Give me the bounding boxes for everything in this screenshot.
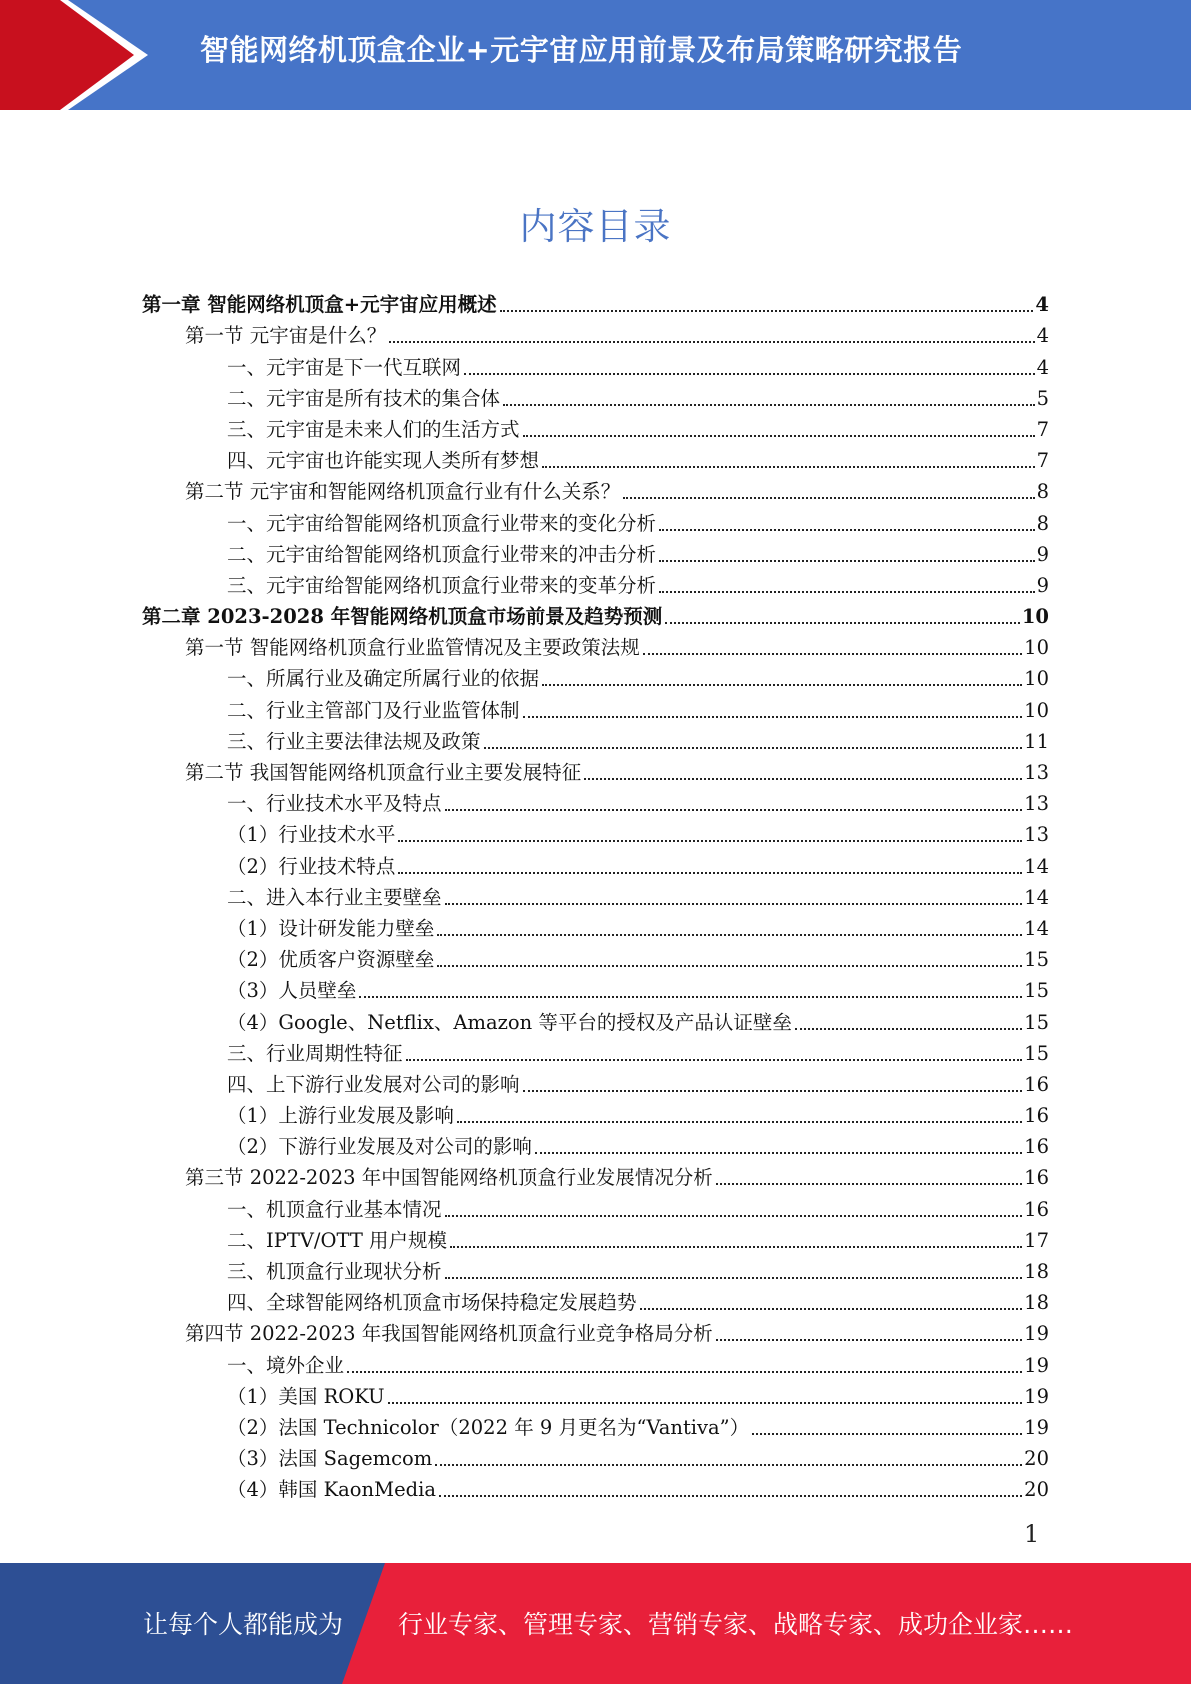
header-red-arrow: [0, 0, 148, 110]
toc-entry-page: 18: [1024, 1260, 1049, 1283]
toc-leader-dots: [484, 747, 1023, 749]
toc-entry-title: 一、境外企业: [227, 1353, 345, 1377]
toc-leader-dots: [450, 1246, 1022, 1248]
toc-leader-dots: [584, 778, 1022, 780]
toc-leader-dots: [398, 872, 1022, 874]
toc-leader-dots: [388, 1402, 1023, 1404]
toc-entry-page: 17: [1024, 1228, 1049, 1252]
toc-entry-page: 10: [1024, 698, 1049, 722]
toc-leader-dots: [535, 1152, 1022, 1154]
toc-entry-title: 四、全球智能网络机顶盒市场保持稳定发展趋势: [227, 1291, 637, 1315]
toc-entry[interactable]: [142, 1471, 1049, 1502]
toc-entry[interactable]: [142, 1190, 1049, 1221]
toc-entry[interactable]: [142, 785, 1049, 816]
toc-leader-dots: [795, 1028, 1022, 1030]
toc-entry[interactable]: [142, 1346, 1049, 1377]
toc-entry-page: 9: [1036, 573, 1049, 597]
toc-entry-page: 14: [1024, 916, 1049, 940]
toc-leader-dots: [437, 965, 1022, 967]
toc-entry[interactable]: [142, 442, 1049, 473]
toc-entry[interactable]: [142, 504, 1049, 535]
toc-leader-dots: [523, 435, 1035, 437]
toc-entry-page: 13: [1024, 761, 1049, 784]
toc-leader-dots: [752, 1433, 1022, 1435]
toc-entry-title: 四、上下游行业发展对公司的影响: [227, 1072, 520, 1096]
toc-entry[interactable]: [142, 972, 1049, 1003]
toc-entry[interactable]: [142, 348, 1049, 379]
toc-entry[interactable]: [142, 411, 1049, 442]
toc-entry[interactable]: [142, 598, 1049, 629]
toc-leader-dots: [406, 1059, 1023, 1061]
toc-entry[interactable]: [142, 1315, 1049, 1346]
toc-entry[interactable]: [142, 567, 1049, 598]
toc-leader-dots: [445, 809, 1023, 811]
toc-leader-dots: [659, 591, 1035, 593]
toc-entry[interactable]: [142, 1378, 1049, 1409]
toc-entry[interactable]: [142, 754, 1049, 785]
toc-leader-dots: [542, 466, 1035, 468]
toc-entry[interactable]: [142, 629, 1049, 660]
toc-entry-title: （1）美国 ROKU: [227, 1384, 385, 1408]
toc-entry-page: 8: [1036, 480, 1049, 504]
toc-leader-dots: [445, 1215, 1023, 1217]
toc-entry-page: 5: [1036, 386, 1049, 410]
toc-entry-title: 一、所属行业及确定所属行业的依据: [227, 667, 540, 691]
toc-entry[interactable]: [142, 317, 1049, 348]
toc-entry-title: 第三节 2022-2023 年中国智能网络机顶盒行业发展情况分析: [185, 1166, 713, 1190]
toc-entry[interactable]: [142, 910, 1049, 941]
toc-leader-dots: [435, 1464, 1022, 1466]
toc-entry[interactable]: [142, 1284, 1049, 1315]
toc-leader-dots: [359, 996, 1022, 998]
toc-leader-dots: [623, 497, 1034, 499]
toc-leader-dots: [437, 934, 1022, 936]
toc-entry-page: 15: [1024, 1010, 1049, 1034]
toc-entry-page: 7: [1036, 449, 1049, 473]
toc-leader-dots: [716, 1183, 1022, 1185]
toc-entry[interactable]: [142, 941, 1049, 972]
toc-entry-title: 一、元宇宙给智能网络机顶盒行业带来的变化分析: [227, 511, 657, 535]
toc-entry[interactable]: [142, 1128, 1049, 1159]
toc-entry[interactable]: [142, 473, 1049, 504]
toc-leader-dots: [439, 1495, 1022, 1497]
toc-entry-title: （3）法国 Sagemcom: [227, 1447, 433, 1471]
toc-entry-page: 19: [1024, 1384, 1049, 1408]
toc-entry[interactable]: [142, 380, 1049, 411]
toc-entry-title: 第四节 2022-2023 年我国智能网络机顶盒行业竞争格局分析: [185, 1322, 713, 1346]
toc-leader-dots: [716, 1339, 1022, 1341]
header-band: [0, 0, 1191, 110]
toc-entry-title: （3）人员壁垒: [227, 979, 357, 1003]
toc-entry-title: （4）韩国 KaonMedia: [227, 1478, 436, 1502]
toc-entry-title: 四、元宇宙也许能实现人类所有梦想: [227, 449, 540, 473]
toc-entry-page: 8: [1036, 511, 1049, 535]
toc-leader-dots: [445, 903, 1023, 905]
toc-entry[interactable]: [142, 660, 1049, 691]
toc-entry-title: 第二章 2023-2028 年智能网络机顶盒市场前景及趋势预测: [142, 605, 663, 629]
report-title: 智能网络机顶盒企业+元宇宙应用前景及布局策略研究报告: [200, 33, 963, 67]
toc-entry-page: 10: [1024, 667, 1049, 691]
toc-entry-page: 18: [1024, 1291, 1049, 1315]
toc-entry-title: （1）设计研发能力壁垒: [227, 916, 435, 940]
footer-slogan-left: 让每个人都能成为: [143, 1610, 344, 1639]
toc-entry-page: 19: [1024, 1322, 1049, 1346]
toc-entry-title: 二、IPTV/OTT 用户规模: [227, 1228, 448, 1252]
toc-entry[interactable]: [142, 1222, 1049, 1253]
toc-entry-page: 19: [1024, 1353, 1049, 1377]
toc-entry-title: 二、元宇宙是所有技术的集合体: [227, 386, 501, 410]
toc-entry[interactable]: [142, 1253, 1049, 1284]
toc-entry-page: 10: [1021, 605, 1049, 629]
toc-entry-title: （4）Google、Netflix、Amazon 等平台的授权及产品认证壁垒: [227, 1010, 792, 1034]
toc-leader-dots: [464, 373, 1035, 375]
toc-entry-title: （1）行业技术水平: [227, 823, 396, 847]
toc-entry-title: 第一节 智能网络机顶盒行业监管情况及主要政策法规: [185, 636, 640, 660]
toc-entry-page: 15: [1024, 1041, 1049, 1065]
toc-entry[interactable]: [142, 1066, 1049, 1097]
toc-entry-title: 三、行业周期性特征: [227, 1041, 403, 1065]
toc-entry-page: 20: [1024, 1447, 1049, 1471]
toc-entry-page: 15: [1024, 948, 1049, 972]
toc-entry-page: 14: [1024, 885, 1049, 909]
toc-entry-page: 16: [1024, 1072, 1049, 1096]
toc-entry-title: （2）行业技术特点: [227, 854, 396, 878]
toc-entry-title: 二、行业主管部门及行业监管体制: [227, 698, 520, 722]
toc-entry[interactable]: [142, 847, 1049, 878]
toc-entry-title: 第二节 我国智能网络机顶盒行业主要发展特征: [185, 761, 582, 784]
toc-entry[interactable]: [142, 1440, 1049, 1471]
toc-entry[interactable]: [142, 816, 1049, 847]
toc-entry-title: 一、元宇宙是下一代互联网: [227, 355, 462, 379]
toc-entry-title: 三、元宇宙是未来人们的生活方式: [227, 417, 520, 441]
toc-entry-page: 19: [1024, 1415, 1049, 1439]
toc-entry-title: 第二节 元宇宙和智能网络机顶盒行业有什么关系？: [185, 480, 621, 504]
toc-leader-dots: [457, 1121, 1022, 1123]
toc-entry[interactable]: [142, 691, 1049, 722]
toc-leader-dots: [659, 529, 1035, 531]
toc-entry-page: 13: [1024, 823, 1049, 847]
toc-entry-page: 14: [1024, 854, 1049, 878]
toc-entry-title: （2）下游行业发展及对公司的影响: [227, 1135, 532, 1159]
toc-entry-title: 三、机顶盒行业现状分析: [227, 1260, 442, 1283]
toc-entry[interactable]: [142, 879, 1049, 910]
toc-heading: 内容目录: [519, 205, 672, 248]
toc-entry[interactable]: [142, 1035, 1049, 1066]
toc-leader-dots: [659, 560, 1035, 562]
toc-entry-page: 16: [1024, 1104, 1049, 1128]
toc-entry-title: 一、行业技术水平及特点: [227, 792, 442, 816]
toc-leader-dots: [389, 341, 1034, 343]
toc-leader-dots: [640, 1308, 1023, 1310]
toc-entry-page: 7: [1036, 417, 1049, 441]
toc-entry-title: 第一节 元宇宙是什么？: [185, 324, 387, 348]
toc-entry-title: （2）优质客户资源壁垒: [227, 948, 435, 972]
toc-entry-title: （2）法国 Technicolor（2022 年 9 月更名为“Vantiva”）: [227, 1415, 750, 1439]
toc-entry-page: 4: [1036, 355, 1049, 379]
toc-entry-page: 16: [1024, 1135, 1049, 1159]
toc-entry-title: 第一章 智能网络机顶盒+元宇宙应用概述: [142, 293, 497, 317]
toc-entry-title: 三、行业主要法律法规及政策: [227, 729, 481, 753]
toc-entry-page: 16: [1024, 1197, 1049, 1221]
toc-entry[interactable]: [142, 723, 1049, 754]
toc-entry-title: 二、进入本行业主要壁垒: [227, 885, 442, 909]
toc-leader-dots: [542, 684, 1022, 686]
toc-entry-page: 11: [1024, 729, 1049, 753]
toc-entry[interactable]: [142, 1159, 1049, 1190]
toc-entry-page: 9: [1036, 542, 1049, 566]
toc-leader-dots: [398, 840, 1022, 842]
toc-entry-page: 15: [1024, 979, 1049, 1003]
toc-entry-title: （1）上游行业发展及影响: [227, 1104, 454, 1128]
toc-entry[interactable]: [142, 1003, 1049, 1034]
page-number: 1: [1024, 1520, 1040, 1548]
toc-leader-dots: [445, 1277, 1023, 1279]
toc-entry-page: 10: [1024, 636, 1049, 660]
toc-entry[interactable]: [142, 286, 1049, 317]
table-of-contents: [142, 286, 1049, 1502]
toc-entry-page: 20: [1024, 1478, 1049, 1502]
toc-leader-dots: [523, 1090, 1023, 1092]
toc-leader-dots: [347, 1371, 1022, 1373]
toc-entry-page: 13: [1024, 792, 1049, 816]
toc-entry[interactable]: [142, 536, 1049, 567]
toc-leader-dots: [503, 404, 1035, 406]
toc-entry[interactable]: [142, 1409, 1049, 1440]
toc-entry[interactable]: [142, 1097, 1049, 1128]
toc-leader-dots: [643, 653, 1022, 655]
toc-entry-page: 4: [1035, 293, 1049, 317]
toc-leader-dots: [500, 310, 1034, 312]
toc-entry-page: 16: [1024, 1166, 1049, 1190]
toc-entry-title: 一、机顶盒行业基本情况: [227, 1197, 442, 1221]
toc-entry-title: 三、元宇宙给智能网络机顶盒行业带来的变革分析: [227, 573, 657, 597]
toc-entry-page: 4: [1036, 324, 1049, 348]
toc-entry-title: 二、元宇宙给智能网络机顶盒行业带来的冲击分析: [227, 542, 657, 566]
footer-slogan-right: 行业专家、管理专家、营销专家、战略专家、成功企业家……: [398, 1610, 1074, 1639]
toc-leader-dots: [665, 622, 1020, 624]
toc-leader-dots: [523, 716, 1023, 718]
